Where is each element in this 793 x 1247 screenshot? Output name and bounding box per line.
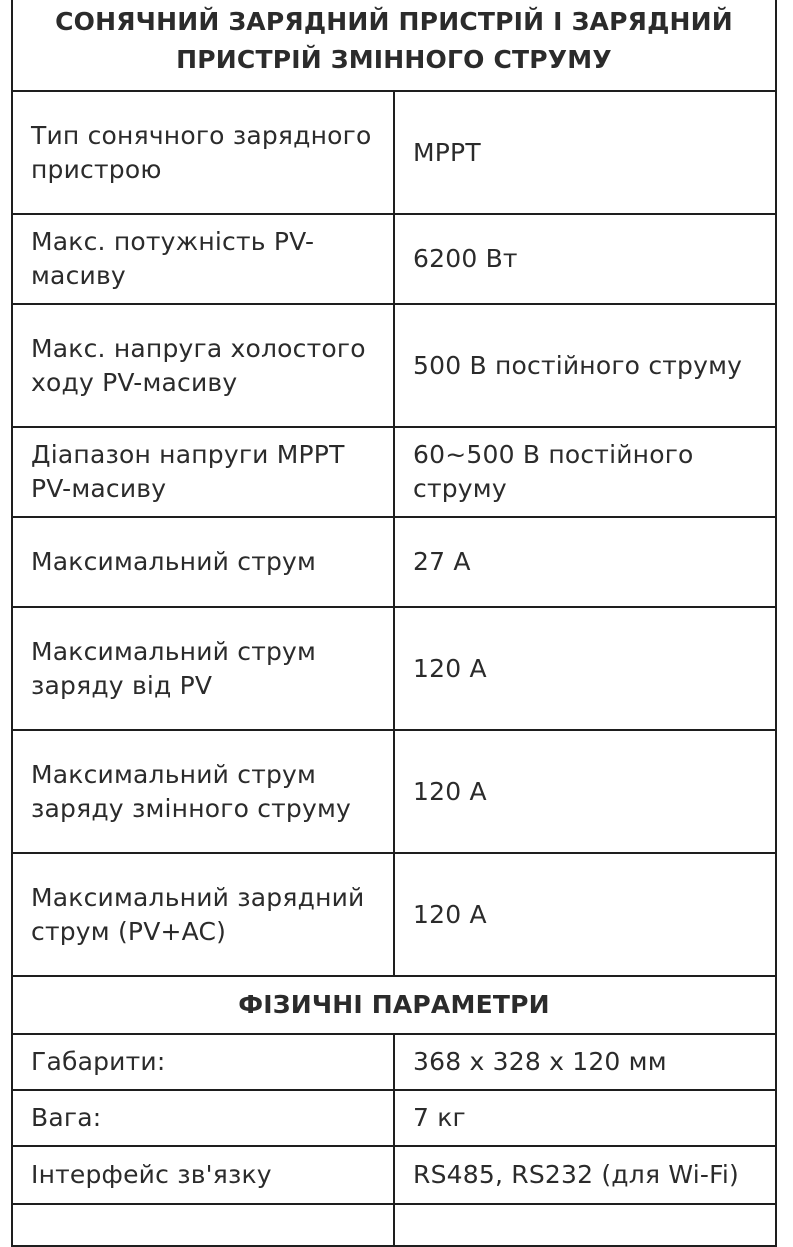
table-row bbox=[12, 517, 776, 607]
table-row bbox=[12, 1090, 776, 1146]
table-row bbox=[12, 304, 776, 427]
table-row bbox=[12, 1034, 776, 1090]
table-row bbox=[12, 1146, 776, 1204]
table-row bbox=[12, 853, 776, 976]
table-row bbox=[12, 427, 776, 517]
table-row bbox=[12, 730, 776, 853]
row-label: Макс. потужність PV-масиву bbox=[12, 214, 394, 304]
table-row bbox=[12, 214, 776, 304]
row-label: Максимальний зарядний струм (PV+AC) bbox=[12, 853, 394, 976]
row-value: 120 A bbox=[394, 607, 776, 730]
row-value: RS485, RS232 (для Wi-Fi) bbox=[394, 1146, 776, 1204]
row-value: 27 A bbox=[394, 517, 776, 607]
row-value: 500 В постійного струму bbox=[394, 304, 776, 427]
row-label: Макс. напруга холостого ходу PV-масиву bbox=[12, 304, 394, 427]
section-header-row bbox=[12, 0, 776, 91]
row-label: Максимальний струм заряду змінного струму bbox=[12, 730, 394, 853]
row-label: Габарити: bbox=[12, 1034, 394, 1090]
table-row bbox=[12, 607, 776, 730]
row-label: Тип сонячного зарядного пристрою bbox=[12, 91, 394, 214]
section-title-physical: ФІЗИЧНІ ПАРАМЕТРИ bbox=[12, 976, 776, 1034]
table-row-cut-off bbox=[12, 1204, 776, 1246]
section-header-row bbox=[12, 976, 776, 1034]
row-value-empty bbox=[394, 1204, 776, 1246]
row-label: Інтерфейс зв'язку bbox=[12, 1146, 394, 1204]
table-row bbox=[12, 91, 776, 214]
row-value: 368 x 328 x 120 мм bbox=[394, 1034, 776, 1090]
spec-table bbox=[11, 0, 777, 1247]
row-label: Максимальний струм заряду від PV bbox=[12, 607, 394, 730]
row-value: MPPT bbox=[394, 91, 776, 214]
row-value: 7 кг bbox=[394, 1090, 776, 1146]
row-value: 6200 Вт bbox=[394, 214, 776, 304]
row-label-empty bbox=[12, 1204, 394, 1246]
row-label: Вага: bbox=[12, 1090, 394, 1146]
row-label: Максимальний струм bbox=[12, 517, 394, 607]
row-value: 120 A bbox=[394, 853, 776, 976]
row-value: 60~500 В постійного струму bbox=[394, 427, 776, 517]
section-title-solar-charger: СОНЯЧНИЙ ЗАРЯДНИЙ ПРИСТРІЙ І ЗАРЯДНИЙ ПРИСТРІЙ ЗМІННОГО СТРУМУ bbox=[12, 0, 776, 91]
row-label: Діапазон напруги MPPT PV-масиву bbox=[12, 427, 394, 517]
row-value: 120 A bbox=[394, 730, 776, 853]
